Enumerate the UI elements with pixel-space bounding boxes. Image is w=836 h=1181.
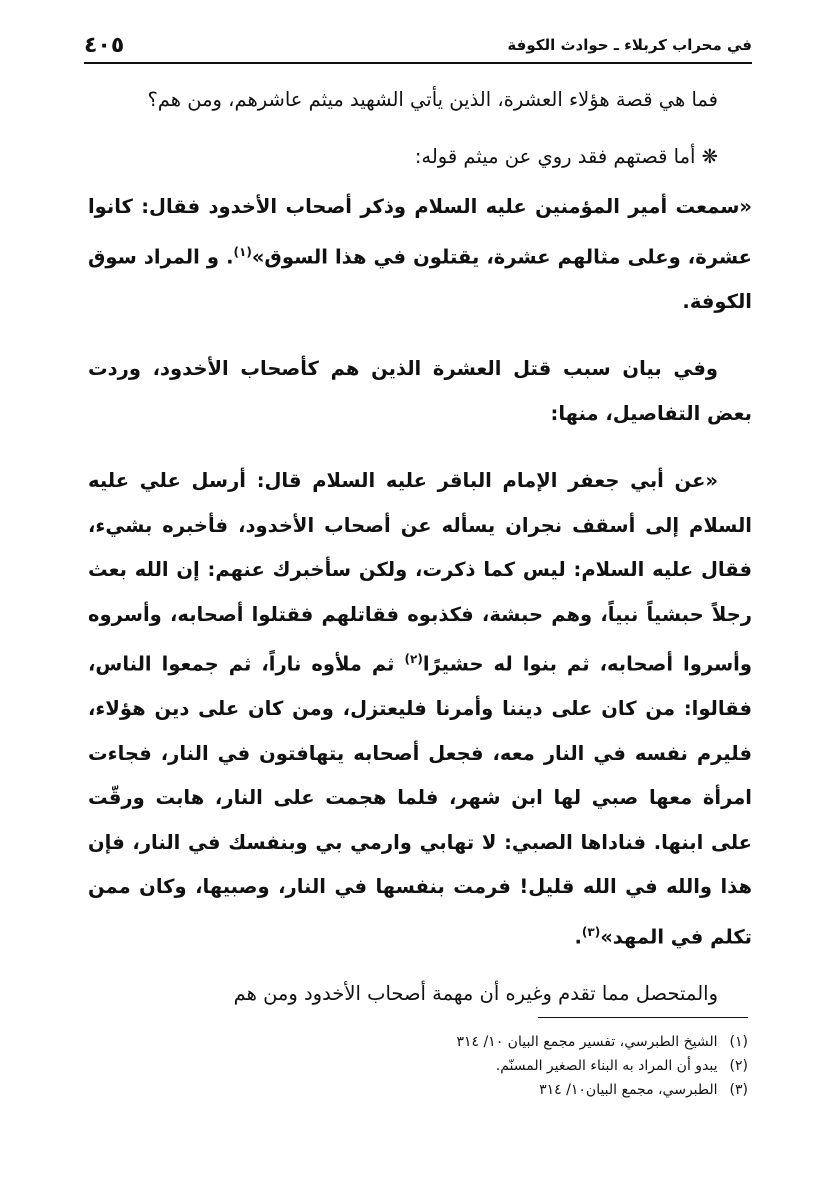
footnote-number: (١)	[729, 1034, 748, 1050]
narration-text: «عن أبي جعفر الإمام الباقر عليه السلام قال: أرسل علي عليه السلام إلى أسقف نجران يسأله عن أصحاب الأخدود، فأخبره بشيء، فقال عليه السلام: ليس كما ذكرت، ولكن سأخبرك عنهم: إن الله بعث رجلاً حبشياً نبياً، وهم حبشة، فكذبوه فقاتلهم فقتلوا أصحابه، وأسروه وأسروا أصحابه، ثم بنوا له حشيرًا	[88, 469, 752, 676]
footnote-2	[300, 1054, 748, 1078]
narration-end: .	[574, 925, 582, 948]
footnotes	[300, 1030, 748, 1102]
paragraph-meetham-quote	[88, 185, 752, 324]
paragraph-story-intro	[88, 135, 752, 180]
footnote-ref-1[interactable]: (١)	[233, 244, 252, 259]
main-text	[88, 78, 752, 1016]
running-header	[84, 28, 752, 64]
paragraph-text: وفي بيان سبب قتل العشرة الذين هم كأصحاب الأخدود، وردت بعض التفاصيل، منها:	[88, 357, 752, 425]
quote-continuation: . و المراد سوق الكوفة.	[88, 245, 752, 313]
footnote-text: الشيخ الطبرسي، تفسير مجمع البيان ١٠/ ٣١٤	[456, 1034, 718, 1050]
footnote-ref-2[interactable]: (٢)	[404, 652, 423, 666]
paragraph-text: والمتحصل مما تقدم وغيره أن مهمة أصحاب الأخدود ومن هم	[233, 981, 718, 1005]
footnote-text: الطبرسي، مجمع البيان١٠/ ٣١٤	[539, 1082, 718, 1098]
footnote-number: (٣)	[729, 1082, 748, 1098]
paragraph-text: فما هي قصة هؤلاء العشرة، الذين يأتي الشهيد ميثم عاشرهم، ومن هم؟	[147, 88, 718, 111]
narration-text-cont: ثم ملأوه ناراً، ثم جمعوا الناس، فقالوا: من كان على ديننا وأمرنا فليعتزل، ومن كان على دين هؤلاء، فليرم نفسه في النار معه، فجعل أصحابه يتهافتون في النار، فجاءت امرأة معها صبي لها ابن شهر، فلما هجمت على النار، هابت ورقّت على ابنها. فناداها الصبي: لا تهابي وارمي بي وبنفسك في النار، فإن هذا والله في الله قليل! فرمت بنفسها في النار، وصبيها، وكان ممن تكلم في المهد»	[88, 652, 752, 948]
paragraph-baqir-narration	[88, 459, 752, 960]
paragraph-reason-intro	[88, 347, 752, 436]
paragraph-conclusion	[88, 972, 752, 1017]
footnote-number: (٢)	[729, 1058, 748, 1074]
footnote-1	[300, 1030, 748, 1054]
footnote-ref-3[interactable]: (٣)	[581, 924, 601, 939]
star-bullet: ❋	[701, 144, 718, 168]
quote-text: «سمعت أمير المؤمنين عليه السلام وذكر أصحاب الأخدود فقال: كانوا عشرة، وعلى مثالهم عشرة، يقتلون في هذا السوق»	[88, 195, 752, 268]
paragraph-text: أما قصتهم فقد روي عن ميثم قوله:	[414, 144, 696, 168]
paragraph-intro-question	[88, 78, 752, 123]
page-number: ٤٠٥	[84, 32, 125, 58]
footnote-3	[300, 1078, 748, 1102]
footnote-text: يبدو أن المراد به البناء الصغير المسنّم.	[495, 1058, 718, 1074]
header-title: في محراب كربلاء ـ حوادث الكوفة	[507, 36, 752, 54]
footnote-divider	[538, 1017, 748, 1018]
